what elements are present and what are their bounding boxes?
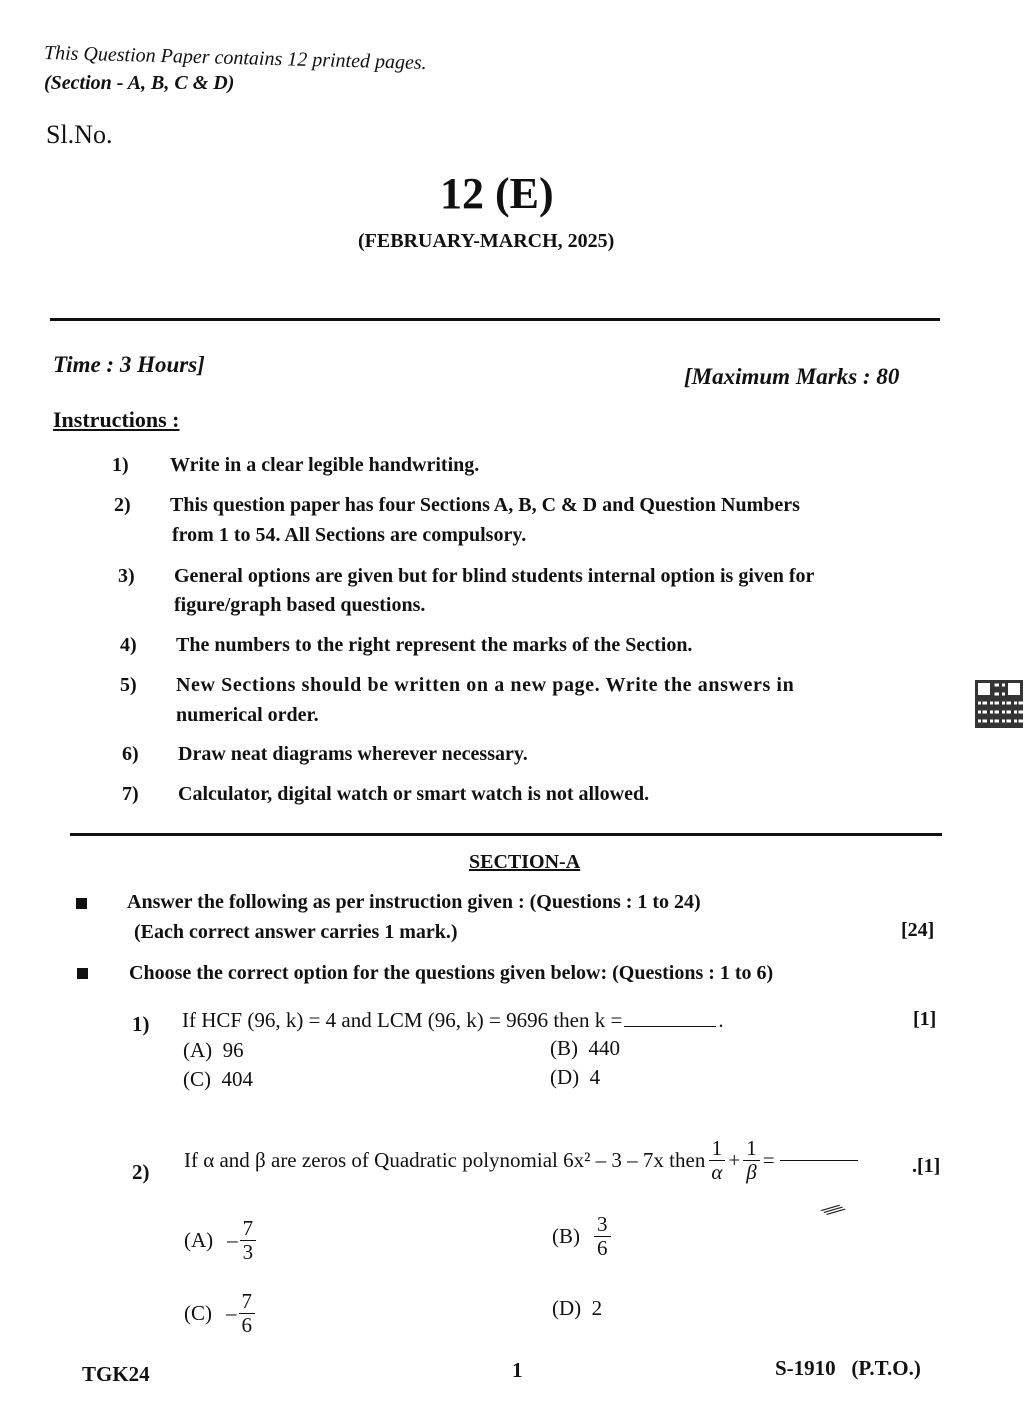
- instruction-text: from 1 to 54. All Sections are compulsory.: [172, 524, 527, 546]
- plus-sign: +: [728, 1147, 741, 1172]
- question-1-text: [182, 1008, 724, 1033]
- minus-sign: –: [227, 1227, 238, 1252]
- section-divider: [70, 833, 942, 836]
- paper-code: 12 (E): [440, 169, 554, 218]
- time-allowed: Time : 3 Hours]: [53, 352, 205, 377]
- instruction-text: The numbers to the right represent the marks of the Section.: [176, 634, 693, 656]
- choose-option-directive: Choose the correct option for the questions given below: (Questions : 1 to 6): [129, 962, 774, 984]
- denominator: 3: [242, 1239, 254, 1264]
- section-marks: [24]: [901, 919, 935, 941]
- option-label: (A): [183, 1038, 213, 1062]
- header-divider: [50, 318, 940, 321]
- minus-sign: –: [226, 1300, 237, 1325]
- numerator: 7: [240, 1217, 257, 1240]
- page-count-note: This Question Paper contains 12 printed pages.: [43, 42, 427, 75]
- numerator: 1: [743, 1137, 760, 1160]
- question-1-stem: If HCF (96, k) = 4 and LCM (96, k) = 9696 then k =: [182, 1008, 623, 1032]
- sections-note: (Section - A, B, C & D): [44, 72, 235, 94]
- instruction-text: This question paper has four Sections A, B, C & D and Question Numbers: [170, 494, 800, 516]
- question-number: 2): [132, 1160, 150, 1184]
- option-d: [552, 1296, 602, 1321]
- option-value: 440: [588, 1036, 620, 1060]
- instruction-number: 3): [118, 565, 135, 587]
- page-number: 1: [512, 1358, 523, 1382]
- section-directive-note: (Each correct answer carries 1 mark.): [134, 921, 458, 943]
- instruction-text: Draw neat diagrams wherever necessary.: [178, 743, 528, 765]
- option-label: (C): [184, 1300, 212, 1325]
- instruction-text: Calculator, digital watch or smart watch is not allowed.: [178, 783, 650, 805]
- handwritten-mark: ⁄⁄⁄: [822, 1197, 845, 1223]
- option-label: (C): [183, 1067, 211, 1091]
- section-directive: Answer the following as per instruction given : (Questions : 1 to 24): [127, 891, 701, 913]
- option-value: 2: [591, 1296, 603, 1320]
- question-number: 1): [132, 1012, 150, 1036]
- footer-reference: S-1910 (P.T.O.): [775, 1356, 921, 1380]
- section-a-title: SECTION-A: [469, 851, 581, 873]
- denominator: β: [746, 1159, 757, 1184]
- question-marks: .[1]: [912, 1155, 941, 1177]
- qr-code-icon: [975, 680, 1023, 728]
- question-2-stem: If α and β are zeros of Quadratic polynomial 6x² – 3 – 7x then: [184, 1147, 706, 1172]
- instruction-number: 5): [120, 674, 137, 696]
- answer-blank: [780, 1160, 858, 1161]
- question-2-text: [184, 1130, 860, 1190]
- denominator: α: [711, 1159, 723, 1184]
- option-value: 4: [589, 1065, 601, 1089]
- denominator: 6: [241, 1312, 252, 1337]
- option-a: [184, 1212, 256, 1268]
- instruction-text: figure/graph based questions.: [174, 594, 426, 616]
- instruction-text: New Sections should be written on a new page. Write the answers in: [176, 674, 795, 696]
- square-bullet-icon: [76, 898, 87, 909]
- option-value: 96: [222, 1038, 244, 1062]
- serial-number-label: Sl.No.: [46, 120, 113, 149]
- option-fraction: [240, 1217, 257, 1262]
- numerator: 1: [709, 1137, 726, 1160]
- instruction-text: Write in a clear legible handwriting.: [170, 454, 480, 476]
- square-bullet-icon: [77, 968, 88, 979]
- instruction-text: General options are given but for blind students internal option is given for: [174, 565, 815, 587]
- option-label: (D): [550, 1065, 580, 1089]
- question-marks: [1]: [913, 1008, 937, 1030]
- option-a: [183, 1038, 244, 1063]
- denominator: 6: [597, 1235, 608, 1260]
- option-c: [183, 1067, 253, 1092]
- option-label: (B): [552, 1223, 580, 1248]
- numerator: 3: [594, 1213, 611, 1236]
- equals-sign: =: [762, 1147, 775, 1172]
- option-b: [552, 1208, 611, 1264]
- instruction-number: 4): [120, 634, 137, 656]
- fraction-one-over-alpha: [708, 1137, 725, 1182]
- exam-session: (FEBRUARY-MARCH, 2025): [358, 230, 615, 252]
- option-c: [184, 1285, 255, 1341]
- footer-code: TGK24: [82, 1362, 150, 1386]
- instruction-number: 7): [122, 783, 139, 805]
- option-label: (D): [552, 1296, 582, 1320]
- option-fraction: [239, 1290, 256, 1335]
- option-d: [550, 1065, 600, 1090]
- maximum-marks: [Maximum Marks : 80: [684, 364, 900, 389]
- option-label: (B): [550, 1036, 578, 1060]
- option-b: [550, 1036, 620, 1061]
- numerator: 7: [239, 1290, 256, 1313]
- instruction-number: 6): [122, 743, 139, 765]
- fraction-one-over-beta: [743, 1137, 760, 1182]
- option-fraction: [594, 1213, 611, 1258]
- option-value: 404: [221, 1067, 253, 1091]
- instruction-number: 2): [114, 494, 131, 516]
- instruction-number: 1): [112, 454, 129, 476]
- question-1-end: .: [718, 1008, 724, 1032]
- option-label: (A): [184, 1227, 214, 1252]
- instruction-text: numerical order.: [176, 704, 319, 726]
- instructions-title: Instructions :: [53, 407, 180, 432]
- answer-blank: [624, 1026, 716, 1027]
